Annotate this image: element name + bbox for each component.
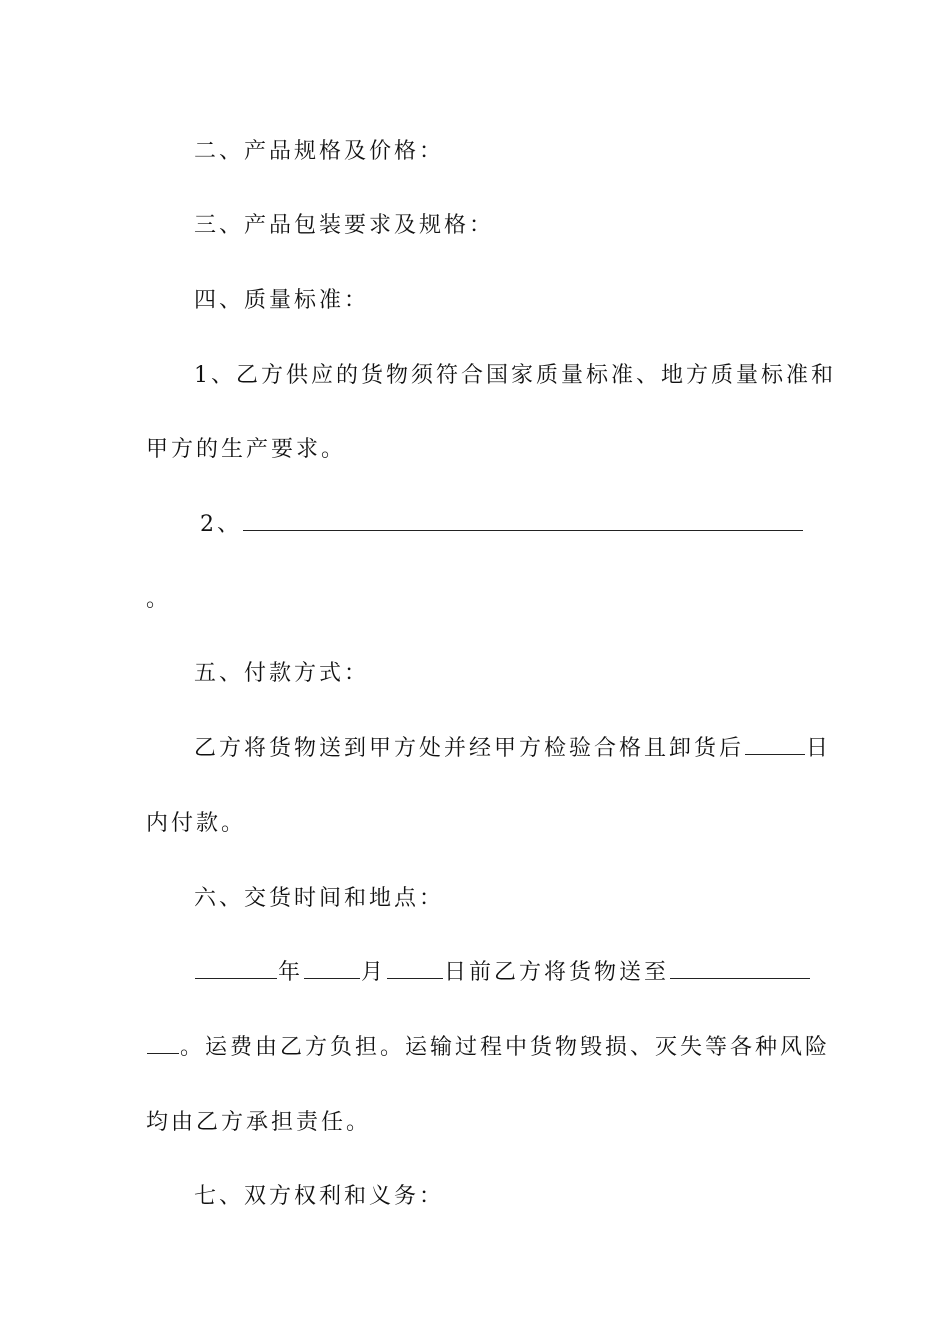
section-5-text: 五、付款方式： xyxy=(194,661,370,686)
payment-clause-line-1 xyxy=(194,734,832,764)
section-4-heading xyxy=(194,286,806,316)
delivery-clause-line-3 xyxy=(146,1108,806,1138)
month-label: 月 xyxy=(361,960,387,985)
section-2-heading xyxy=(194,137,806,167)
section-2-text: 二、产品规格及价格： xyxy=(194,139,445,164)
blank-underline[interactable] xyxy=(387,958,443,979)
quality-clause-1-line-2 xyxy=(146,435,806,465)
blank-underline[interactable] xyxy=(195,958,277,979)
blank-underline[interactable] xyxy=(147,1033,179,1054)
section-3-text: 三、产品包装要求及规格： xyxy=(194,213,495,238)
blank-underline[interactable] xyxy=(745,734,805,755)
year-label: 年 xyxy=(278,960,304,985)
delivery-clause-line-1 xyxy=(194,958,806,988)
delivery-clause-text: 日前乙方将货物送至 xyxy=(444,960,670,985)
section-7-text: 七、双方权利和义务： xyxy=(194,1184,445,1209)
blank-underline[interactable] xyxy=(304,958,360,979)
quality-clause-1-line-1 xyxy=(194,361,836,391)
section-6-text: 六、交货时间和地点： xyxy=(194,886,445,911)
payment-clause-text: 乙方将货物送到甲方处并经甲方检验合格且卸货后 xyxy=(194,736,745,761)
quality-clause-2-end: 。 xyxy=(146,587,172,612)
delivery-clause-line-2 xyxy=(146,1033,831,1063)
delivery-clause-text-2: 。运费由乙方负担。运输过程中货物毁损、灭失等各种风险 xyxy=(180,1035,831,1060)
payment-days-unit: 日 xyxy=(806,736,832,761)
quality-clause-2-line-2 xyxy=(146,585,806,615)
quality-clause-2-number: 2、 xyxy=(200,512,242,537)
quality-clause-1-text-1: 1、乙方供应的货物须符合国家质量标准、地方质量标准和 xyxy=(194,363,836,388)
blank-underline[interactable] xyxy=(670,958,810,979)
quality-clause-1-text-2: 甲方的生产要求。 xyxy=(146,437,347,462)
section-6-heading xyxy=(194,884,806,914)
payment-clause-end: 内付款。 xyxy=(146,811,247,836)
section-3-heading xyxy=(194,211,806,241)
section-5-heading xyxy=(194,659,806,689)
section-4-text: 四、质量标准： xyxy=(194,288,370,313)
delivery-clause-text-3: 均由乙方承担责任。 xyxy=(146,1110,372,1135)
quality-clause-2-line-1 xyxy=(200,510,806,540)
section-7-heading xyxy=(194,1182,806,1212)
payment-clause-line-2 xyxy=(146,809,806,839)
blank-underline[interactable] xyxy=(243,510,803,531)
